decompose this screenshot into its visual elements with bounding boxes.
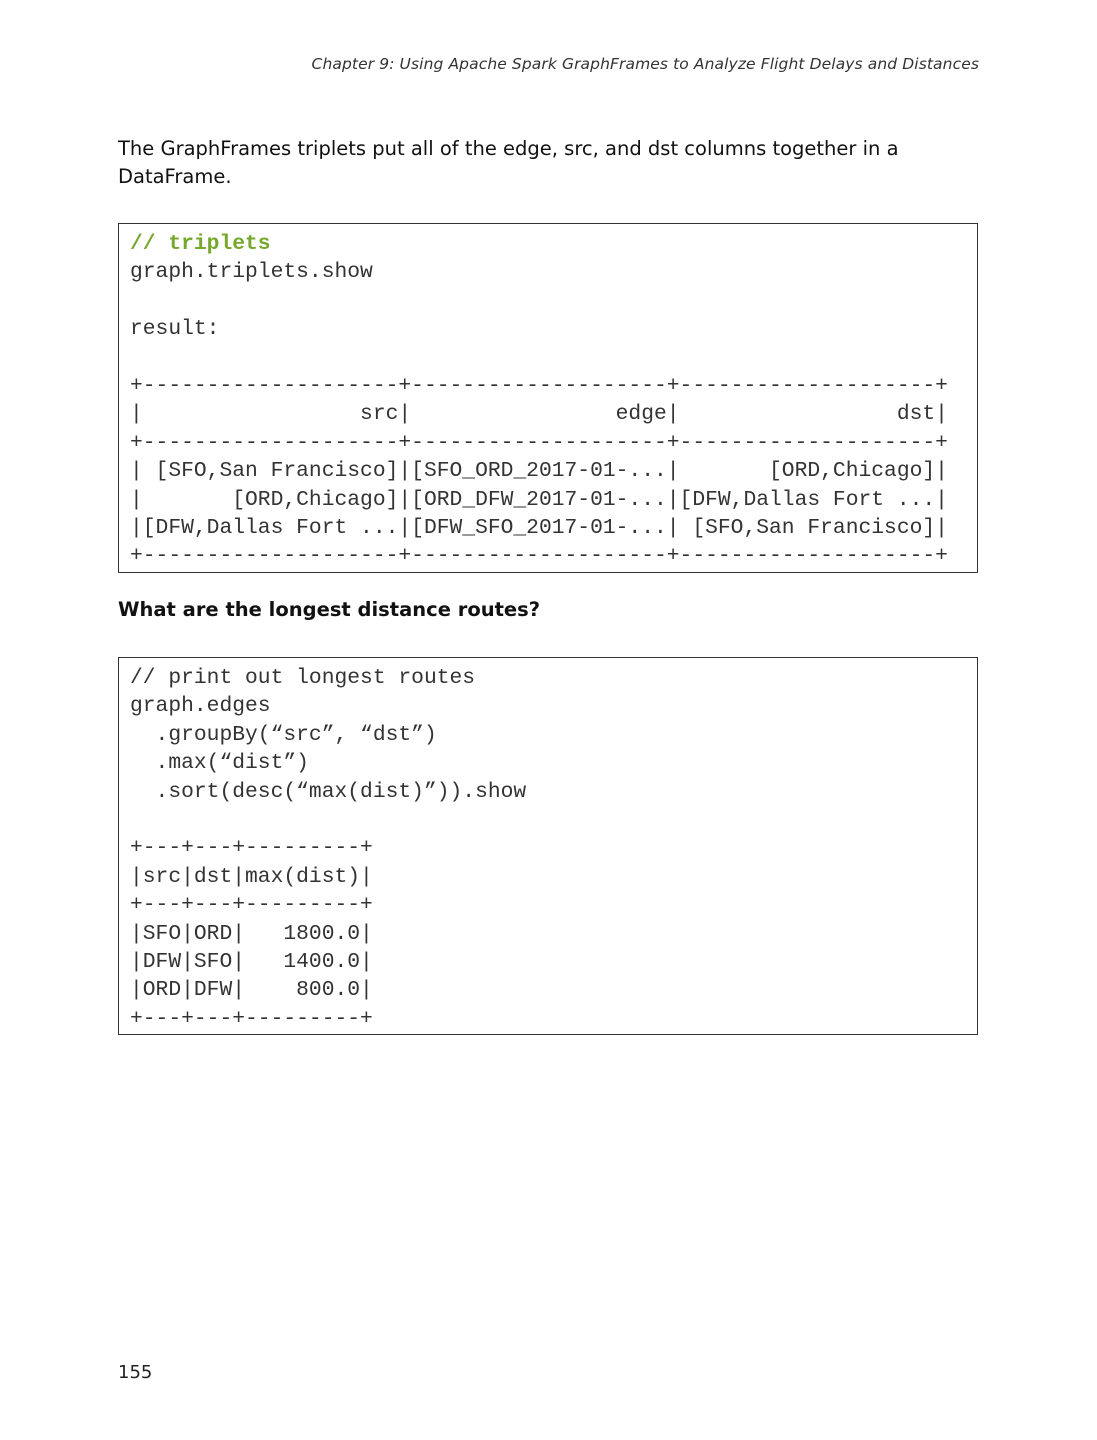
table-border-line: +--------------------+--------------------+--------------------+ [130, 373, 948, 398]
table-header-row: | src| edge| dst| [130, 402, 948, 427]
table-row: | [SFO,San Francisco]|[SFO_ORD_2017-01-...| [ORD,Chicago]| [130, 459, 948, 484]
code-line: .sort(desc(“max(dist)”)).show [130, 779, 527, 804]
table-row: |DFW|SFO| 1400.0| [130, 949, 373, 974]
table-border-line: +---+---+---------+ [130, 893, 373, 918]
table-row: |[DFW,Dallas Fort ...|[DFW_SFO_2017-01-...| [SFO,San Francisco]| [130, 515, 948, 540]
table-row: |SFO|ORD| 1800.0| [130, 921, 373, 946]
code-line: graph.edges [130, 694, 271, 719]
table-header-row: |src|dst|max(dist)| [130, 864, 373, 889]
intro-paragraph: The GraphFrames triplets put all of the edge, src, and dst columns together in a DataFrame. [118, 137, 899, 188]
code-line: graph.triplets.show [130, 260, 373, 285]
running-header: Chapter 9: Using Apache Spark GraphFrames to Analyze Flight Delays and Distances [311, 55, 979, 73]
code-line: .max(“dist”) [130, 751, 309, 776]
code-line: result: [130, 317, 220, 342]
code-line: .groupBy(“src”, “dst”) [130, 722, 437, 747]
section-heading: What are the longest distance routes? [118, 598, 541, 621]
table-border-line: +--------------------+--------------------+--------------------+ [130, 430, 948, 455]
table-border-line: +---+---+---------+ [130, 836, 373, 861]
table-border-line: +--------------------+--------------------+--------------------+ [130, 544, 948, 569]
code-line [130, 287, 977, 315]
code-block-longest-routes [118, 657, 978, 1035]
code-comment: // print out longest routes [130, 666, 476, 690]
page-number: 155 [118, 1362, 153, 1383]
code-comment: // triplets [130, 232, 271, 256]
code-line [130, 344, 977, 372]
table-row: | [ORD,Chicago]|[ORD_DFW_2017-01-...|[DFW,Dallas Fort ...| [130, 487, 948, 512]
table-border-line: +---+---+---------+ [130, 1006, 373, 1031]
code-block-triplets [118, 223, 978, 573]
code-line [130, 806, 977, 834]
table-row: |ORD|DFW| 800.0| [130, 978, 373, 1003]
